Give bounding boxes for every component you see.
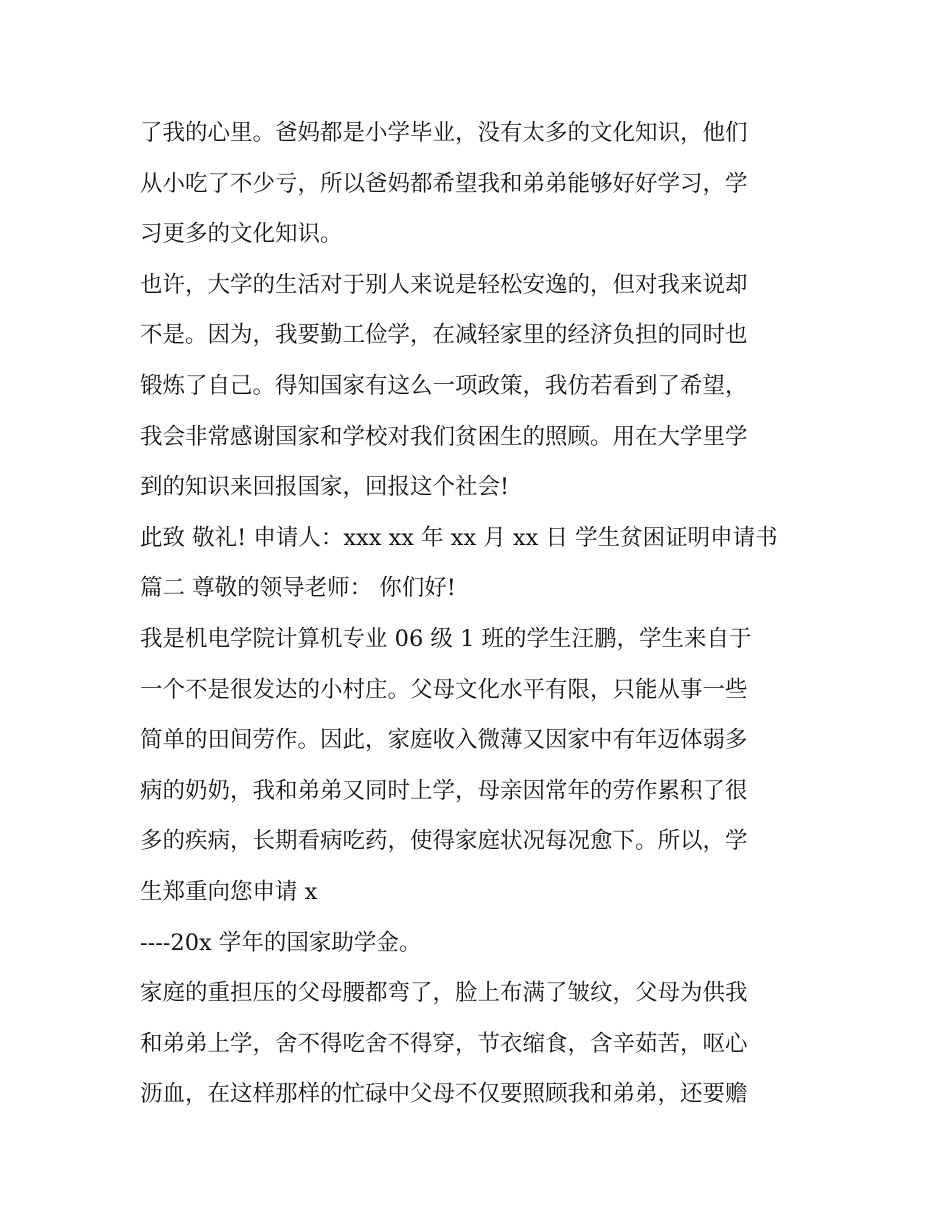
text-line: ----20x 学年的国家助学金。 [140,929,422,956]
text-line: 我是机电学院计算机专业 06 级 1 班的学生汪鹏，学生来自于 [140,625,752,652]
text-line: 多的疾病，长期看病吃药，使得家庭状况每况愈下。所以，学 [140,828,748,855]
text-line: 和弟弟上学，舍不得吃舍不得穿，节衣缩食，含辛茹苦，呕心 [140,1030,748,1057]
text-line: 病的奶奶，我和弟弟又同时上学，母亲因常年的劳作累积了很 [140,777,748,804]
text-line: 了我的心里。爸妈都是小学毕业，没有太多的文化知识，他们 [140,120,748,146]
text-line: 不是。因为，我要勤工俭学，在减轻家里的经济负担的同时也 [140,322,748,349]
text-line: 到的知识来回报国家，回报这个社会! [140,474,510,501]
text-line: 我会非常感谢国家和学校对我们贫困生的照顾。用在大学里学 [140,423,748,450]
text-line: 生郑重向您申请 x [140,878,318,905]
text-line: 习更多的文化知识。 [140,221,343,248]
text-line: 也许，大学的生活对于别人来说是轻松安逸的，但对我来说却 [140,271,748,298]
text-line: 篇二 尊敬的领导老师： 你们好! [140,575,456,602]
text-line: 家庭的重担压的父母腰都弯了，脸上布满了皱纹，父母为供我 [140,980,748,1007]
text-line: 一个不是很发达的小村庄。父母文化水平有限，只能从事一些 [140,676,748,703]
text-line: 锻炼了自己。得知国家有这么一项政策，我仿若看到了希望， [140,372,748,399]
text-line: 简单的田间劳作。因此，家庭收入微薄又因家中有年迈体弱多 [140,727,748,754]
document-body [140,108,820,1120]
text-line: 此致 敬礼! 申请人：xxx xx 年 xx 月 xx 日 学生贫困证明申请书 [140,524,778,551]
text-line: 沥血，在这样那样的忙碌中父母不仅要照顾我和弟弟，还要赡 [140,1081,748,1108]
text-line: 从小吃了不少亏，所以爸妈都希望我和弟弟能够好好学习，学 [140,170,748,197]
